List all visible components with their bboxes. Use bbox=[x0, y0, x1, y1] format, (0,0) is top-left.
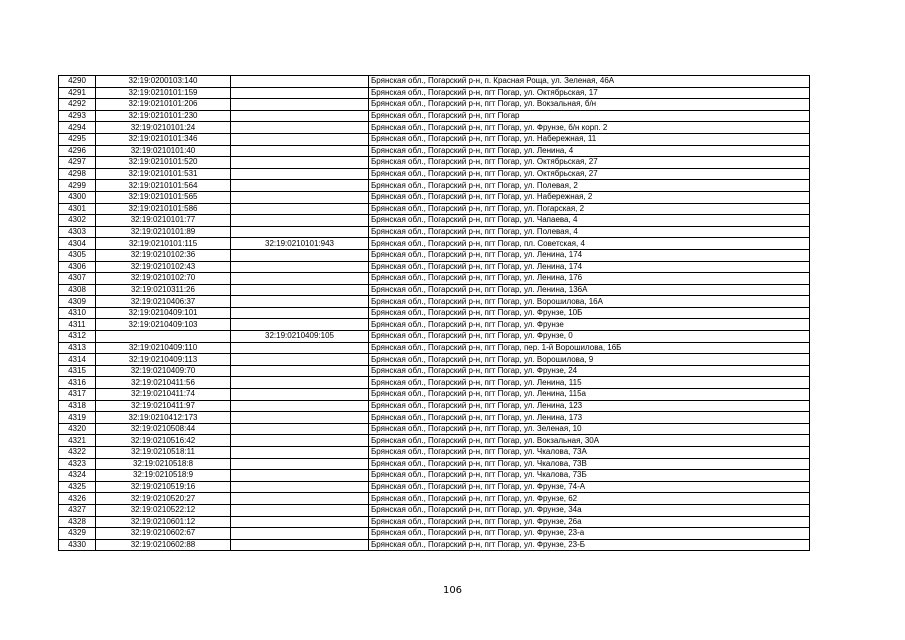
row-number-cell: 4307 bbox=[59, 273, 96, 285]
cadastral-number-cell: 32:19:0210102:43 bbox=[96, 261, 231, 273]
row-number-cell: 4320 bbox=[59, 423, 96, 435]
cadastral-number-cell: 32:19:0210411:56 bbox=[96, 377, 231, 389]
address-cell: Брянская обл., Погарский р-н, пгт Погар, ул. Вокзальная, 30А bbox=[369, 435, 810, 447]
cadastral-number-cell: 32:19:0210411:74 bbox=[96, 389, 231, 401]
linked-cadastral-number-cell bbox=[231, 180, 369, 192]
cadastral-number-cell: 32:19:0210102:70 bbox=[96, 273, 231, 285]
linked-cadastral-number-cell bbox=[231, 319, 369, 331]
linked-cadastral-number-cell bbox=[231, 354, 369, 366]
table-row bbox=[59, 145, 810, 157]
linked-cadastral-number-cell bbox=[231, 412, 369, 424]
address-cell: Брянская обл., Погарский р-н, пгт Погар, ул. Фрунзе bbox=[369, 319, 810, 331]
linked-cadastral-number-cell bbox=[231, 76, 369, 88]
linked-cadastral-number-cell bbox=[231, 273, 369, 285]
linked-cadastral-number-cell bbox=[231, 447, 369, 459]
address-cell: Брянская обл., Погарский р-н, пгт Погар, ул. Фрунзе, 0 bbox=[369, 331, 810, 343]
table-row bbox=[59, 412, 810, 424]
address-cell: Брянская обл., Погарский р-н, пгт Погар, ул. Ленина, 4 bbox=[369, 145, 810, 157]
address-cell: Брянская обл., Погарский р-н, пгт Погар, ул. Ленина, 115 bbox=[369, 377, 810, 389]
table-row bbox=[59, 423, 810, 435]
table-row bbox=[59, 377, 810, 389]
address-cell: Брянская обл., Погарский р-н, пгт Погар, пл. Советская, 4 bbox=[369, 238, 810, 250]
cadastral-number-cell: 32:19:0210311:26 bbox=[96, 284, 231, 296]
cadastral-number-cell bbox=[96, 331, 231, 343]
table-row bbox=[59, 389, 810, 401]
table-row bbox=[59, 238, 810, 250]
address-cell: Брянская обл., Погарский р-н, пгт Погар, ул. Октябрьская, 27 bbox=[369, 157, 810, 169]
linked-cadastral-number-cell bbox=[231, 528, 369, 540]
linked-cadastral-number-cell bbox=[231, 122, 369, 134]
address-cell: Брянская обл., Погарский р-н, пгт Погар, ул. Полевая, 2 bbox=[369, 180, 810, 192]
linked-cadastral-number-cell bbox=[231, 296, 369, 308]
cadastral-number-cell: 32:19:0210518:8 bbox=[96, 458, 231, 470]
linked-cadastral-number-cell bbox=[231, 284, 369, 296]
page-number: 106 bbox=[442, 585, 463, 596]
linked-cadastral-number-cell: 32:19:0210409:105 bbox=[231, 331, 369, 343]
table-row bbox=[59, 470, 810, 482]
cadastral-number-cell: 32:19:0210101:564 bbox=[96, 180, 231, 192]
linked-cadastral-number-cell bbox=[231, 365, 369, 377]
address-cell: Брянская обл., Погарский р-н, пгт Погар, ул. Чкалова, 73В bbox=[369, 458, 810, 470]
address-cell: Брянская обл., Погарский р-н, пгт Погар, ул. Ленина, 123 bbox=[369, 400, 810, 412]
address-cell: Брянская обл., Погарский р-н, пгт Погар, ул. Полевая, 4 bbox=[369, 226, 810, 238]
table-row bbox=[59, 249, 810, 261]
cadastral-number-cell: 32:19:0210522:12 bbox=[96, 504, 231, 516]
property-table bbox=[58, 75, 810, 551]
cadastral-number-cell: 32:19:0210101:40 bbox=[96, 145, 231, 157]
linked-cadastral-number-cell bbox=[231, 470, 369, 482]
table-row bbox=[59, 180, 810, 192]
linked-cadastral-number-cell bbox=[231, 423, 369, 435]
table-row bbox=[59, 516, 810, 528]
cadastral-number-cell: 32:19:0210101:115 bbox=[96, 238, 231, 250]
address-cell: Брянская обл., Погарский р-н, пгт Погар, ул. Фрунзе, 34а bbox=[369, 504, 810, 516]
table-row bbox=[59, 435, 810, 447]
address-cell: Брянская обл., Погарский р-н, пгт Погар, ул. Октябрьская, 17 bbox=[369, 87, 810, 99]
cadastral-number-cell: 32:19:0210519:16 bbox=[96, 481, 231, 493]
table-row bbox=[59, 133, 810, 145]
row-number-cell: 4296 bbox=[59, 145, 96, 157]
row-number-cell: 4298 bbox=[59, 168, 96, 180]
address-cell: Брянская обл., Погарский р-н, пгт Погар, ул. Фрунзе, 10Б bbox=[369, 307, 810, 319]
linked-cadastral-number-cell bbox=[231, 249, 369, 261]
table-row bbox=[59, 87, 810, 99]
address-cell: Брянская обл., Погарский р-н, пгт Погар, ул. Ленина, 176 bbox=[369, 273, 810, 285]
row-number-cell: 4312 bbox=[59, 331, 96, 343]
linked-cadastral-number-cell bbox=[231, 435, 369, 447]
row-number-cell: 4303 bbox=[59, 226, 96, 238]
row-number-cell: 4293 bbox=[59, 110, 96, 122]
linked-cadastral-number-cell bbox=[231, 504, 369, 516]
cadastral-number-cell: 32:19:0210409:70 bbox=[96, 365, 231, 377]
address-cell: Брянская обл., Погарский р-н, пгт Погар, ул. Ленина, 173 bbox=[369, 412, 810, 424]
row-number-cell: 4291 bbox=[59, 87, 96, 99]
row-number-cell: 4322 bbox=[59, 447, 96, 459]
table-row bbox=[59, 319, 810, 331]
table-row bbox=[59, 342, 810, 354]
table-row bbox=[59, 458, 810, 470]
address-cell: Брянская обл., Погарский р-н, пгт Погар, ул. Набережная, 11 bbox=[369, 133, 810, 145]
cadastral-number-cell: 32:19:0210602:88 bbox=[96, 539, 231, 551]
address-cell: Брянская обл., Погарский р-н, пгт Погар, ул. Чкалова, 73Б bbox=[369, 470, 810, 482]
table-row bbox=[59, 307, 810, 319]
row-number-cell: 4299 bbox=[59, 180, 96, 192]
linked-cadastral-number-cell bbox=[231, 539, 369, 551]
table-row bbox=[59, 168, 810, 180]
cadastral-number-cell: 32:19:0210101:230 bbox=[96, 110, 231, 122]
linked-cadastral-number-cell bbox=[231, 110, 369, 122]
table-row bbox=[59, 215, 810, 227]
table-row bbox=[59, 493, 810, 505]
linked-cadastral-number-cell bbox=[231, 87, 369, 99]
cadastral-number-cell: 32:19:0210101:206 bbox=[96, 99, 231, 111]
row-number-cell: 4315 bbox=[59, 365, 96, 377]
row-number-cell: 4317 bbox=[59, 389, 96, 401]
address-cell: Брянская обл., Погарский р-н, пгт Погар, ул. Ленина, 174 bbox=[369, 261, 810, 273]
cadastral-number-cell: 32:19:0210101:346 bbox=[96, 133, 231, 145]
linked-cadastral-number-cell bbox=[231, 342, 369, 354]
cadastral-number-cell: 32:19:0210101:586 bbox=[96, 203, 231, 215]
linked-cadastral-number-cell bbox=[231, 168, 369, 180]
cadastral-number-cell: 32:19:0210409:103 bbox=[96, 319, 231, 331]
row-number-cell: 4297 bbox=[59, 157, 96, 169]
cadastral-number-cell: 32:19:0210516:42 bbox=[96, 435, 231, 447]
table-row bbox=[59, 481, 810, 493]
row-number-cell: 4319 bbox=[59, 412, 96, 424]
cadastral-number-cell: 32:19:0210101:531 bbox=[96, 168, 231, 180]
address-cell: Брянская обл., Погарский р-н, пгт Погар, ул. Зеленая, 10 bbox=[369, 423, 810, 435]
address-cell: Брянская обл., Погарский р-н, пгт Погар, ул. Ленина, 174 bbox=[369, 249, 810, 261]
table-row bbox=[59, 203, 810, 215]
row-number-cell: 4327 bbox=[59, 504, 96, 516]
cadastral-number-cell: 32:19:0210101:159 bbox=[96, 87, 231, 99]
row-number-cell: 4321 bbox=[59, 435, 96, 447]
address-cell: Брянская обл., Погарский р-н, пгт Погар, ул. Погарская, 2 bbox=[369, 203, 810, 215]
row-number-cell: 4318 bbox=[59, 400, 96, 412]
cadastral-number-cell: 32:19:0210409:101 bbox=[96, 307, 231, 319]
linked-cadastral-number-cell bbox=[231, 215, 369, 227]
address-cell: Брянская обл., Погарский р-н, пгт Погар, ул. Ворошилова, 16А bbox=[369, 296, 810, 308]
cadastral-number-cell: 32:19:0210601:12 bbox=[96, 516, 231, 528]
address-cell: Брянская обл., Погарский р-н, пгт Погар, ул. Фрунзе, 23-Б bbox=[369, 539, 810, 551]
table-row bbox=[59, 504, 810, 516]
address-cell: Брянская обл., Погарский р-н, пгт Погар, ул. Фрунзе, б/н корп. 2 bbox=[369, 122, 810, 134]
row-number-cell: 4292 bbox=[59, 99, 96, 111]
linked-cadastral-number-cell bbox=[231, 261, 369, 273]
cadastral-number-cell: 32:19:0210101:520 bbox=[96, 157, 231, 169]
row-number-cell: 4306 bbox=[59, 261, 96, 273]
property-table-body bbox=[59, 76, 810, 551]
row-number-cell: 4328 bbox=[59, 516, 96, 528]
cadastral-number-cell: 32:19:0210101:89 bbox=[96, 226, 231, 238]
row-number-cell: 4323 bbox=[59, 458, 96, 470]
cadastral-number-cell: 32:19:0210101:565 bbox=[96, 191, 231, 203]
table-row bbox=[59, 191, 810, 203]
table-row bbox=[59, 365, 810, 377]
linked-cadastral-number-cell bbox=[231, 307, 369, 319]
row-number-cell: 4330 bbox=[59, 539, 96, 551]
cadastral-number-cell: 32:19:0200103:140 bbox=[96, 76, 231, 88]
table-row bbox=[59, 122, 810, 134]
row-number-cell: 4305 bbox=[59, 249, 96, 261]
address-cell: Брянская обл., Погарский р-н, пгт Погар bbox=[369, 110, 810, 122]
table-row bbox=[59, 331, 810, 343]
linked-cadastral-number-cell bbox=[231, 377, 369, 389]
linked-cadastral-number-cell bbox=[231, 493, 369, 505]
address-cell: Брянская обл., Погарский р-н, пгт Погар, ул. Чапаева, 4 bbox=[369, 215, 810, 227]
linked-cadastral-number-cell bbox=[231, 157, 369, 169]
table-row bbox=[59, 447, 810, 459]
address-cell: Брянская обл., Погарский р-н, пгт Погар, пер. 1-й Ворошилова, 16Б bbox=[369, 342, 810, 354]
cadastral-number-cell: 32:19:0210406:37 bbox=[96, 296, 231, 308]
address-cell: Брянская обл., Погарский р-н, пгт Погар, ул. Чкалова, 73А bbox=[369, 447, 810, 459]
cadastral-number-cell: 32:19:0210101:77 bbox=[96, 215, 231, 227]
linked-cadastral-number-cell bbox=[231, 99, 369, 111]
table-row bbox=[59, 354, 810, 366]
row-number-cell: 4295 bbox=[59, 133, 96, 145]
row-number-cell: 4311 bbox=[59, 319, 96, 331]
row-number-cell: 4290 bbox=[59, 76, 96, 88]
linked-cadastral-number-cell bbox=[231, 458, 369, 470]
address-cell: Брянская обл., Погарский р-н, пгт Погар, ул. Фрунзе, 23-а bbox=[369, 528, 810, 540]
cadastral-number-cell: 32:19:0210518:9 bbox=[96, 470, 231, 482]
cadastral-number-cell: 32:19:0210602:67 bbox=[96, 528, 231, 540]
row-number-cell: 4308 bbox=[59, 284, 96, 296]
row-number-cell: 4329 bbox=[59, 528, 96, 540]
table-row bbox=[59, 296, 810, 308]
cadastral-number-cell: 32:19:0210409:113 bbox=[96, 354, 231, 366]
row-number-cell: 4316 bbox=[59, 377, 96, 389]
address-cell: Брянская обл., Погарский р-н, пгт Погар, ул. Октябрьская, 27 bbox=[369, 168, 810, 180]
cadastral-number-cell: 32:19:0210508:44 bbox=[96, 423, 231, 435]
row-number-cell: 4325 bbox=[59, 481, 96, 493]
table-row bbox=[59, 528, 810, 540]
row-number-cell: 4314 bbox=[59, 354, 96, 366]
linked-cadastral-number-cell bbox=[231, 226, 369, 238]
address-cell: Брянская обл., Погарский р-н, пгт Погар, ул. Набережная, 2 bbox=[369, 191, 810, 203]
cadastral-number-cell: 32:19:0210409:110 bbox=[96, 342, 231, 354]
linked-cadastral-number-cell bbox=[231, 516, 369, 528]
linked-cadastral-number-cell: 32:19:0210101:943 bbox=[231, 238, 369, 250]
cadastral-number-cell: 32:19:0210518:11 bbox=[96, 447, 231, 459]
row-number-cell: 4302 bbox=[59, 215, 96, 227]
table-row bbox=[59, 400, 810, 412]
address-cell: Брянская обл., Погарский р-н, пгт Погар, ул. Ленина, 136А bbox=[369, 284, 810, 296]
linked-cadastral-number-cell bbox=[231, 400, 369, 412]
address-cell: Брянская обл., Погарский р-н, пгт Погар, ул. Фрунзе, 26а bbox=[369, 516, 810, 528]
table-row bbox=[59, 261, 810, 273]
address-cell: Брянская обл., Погарский р-н, пгт Погар, ул. Вокзальная, б/н bbox=[369, 99, 810, 111]
address-cell: Брянская обл., Погарский р-н, пгт Погар, ул. Ленина, 115а bbox=[369, 389, 810, 401]
cadastral-number-cell: 32:19:0210412:173 bbox=[96, 412, 231, 424]
row-number-cell: 4326 bbox=[59, 493, 96, 505]
row-number-cell: 4300 bbox=[59, 191, 96, 203]
row-number-cell: 4309 bbox=[59, 296, 96, 308]
table-row bbox=[59, 539, 810, 551]
linked-cadastral-number-cell bbox=[231, 191, 369, 203]
row-number-cell: 4304 bbox=[59, 238, 96, 250]
row-number-cell: 4324 bbox=[59, 470, 96, 482]
address-cell: Брянская обл., Погарский р-н, пгт Погар, ул. Фрунзе, 24 bbox=[369, 365, 810, 377]
table-row bbox=[59, 157, 810, 169]
linked-cadastral-number-cell bbox=[231, 145, 369, 157]
table-row bbox=[59, 284, 810, 296]
row-number-cell: 4301 bbox=[59, 203, 96, 215]
table-row bbox=[59, 99, 810, 111]
cadastral-number-cell: 32:19:0210102:36 bbox=[96, 249, 231, 261]
linked-cadastral-number-cell bbox=[231, 133, 369, 145]
address-cell: Брянская обл., Погарский р-н, пгт Погар, ул. Ворошилова, 9 bbox=[369, 354, 810, 366]
address-cell: Брянская обл., Погарский р-н, п. Красная Роща, ул. Зеленая, 46А bbox=[369, 76, 810, 88]
cadastral-number-cell: 32:19:0210411:97 bbox=[96, 400, 231, 412]
table-row bbox=[59, 273, 810, 285]
row-number-cell: 4313 bbox=[59, 342, 96, 354]
row-number-cell: 4294 bbox=[59, 122, 96, 134]
linked-cadastral-number-cell bbox=[231, 389, 369, 401]
table-row bbox=[59, 76, 810, 88]
address-cell: Брянская обл., Погарский р-н, пгт Погар, ул. Фрунзе, 74-А bbox=[369, 481, 810, 493]
address-cell: Брянская обл., Погарский р-н, пгт Погар, ул. Фрунзе, 62 bbox=[369, 493, 810, 505]
linked-cadastral-number-cell bbox=[231, 481, 369, 493]
table-row bbox=[59, 110, 810, 122]
table-row bbox=[59, 226, 810, 238]
cadastral-number-cell: 32:19:0210520:27 bbox=[96, 493, 231, 505]
linked-cadastral-number-cell bbox=[231, 203, 369, 215]
row-number-cell: 4310 bbox=[59, 307, 96, 319]
cadastral-number-cell: 32:19:0210101:24 bbox=[96, 122, 231, 134]
